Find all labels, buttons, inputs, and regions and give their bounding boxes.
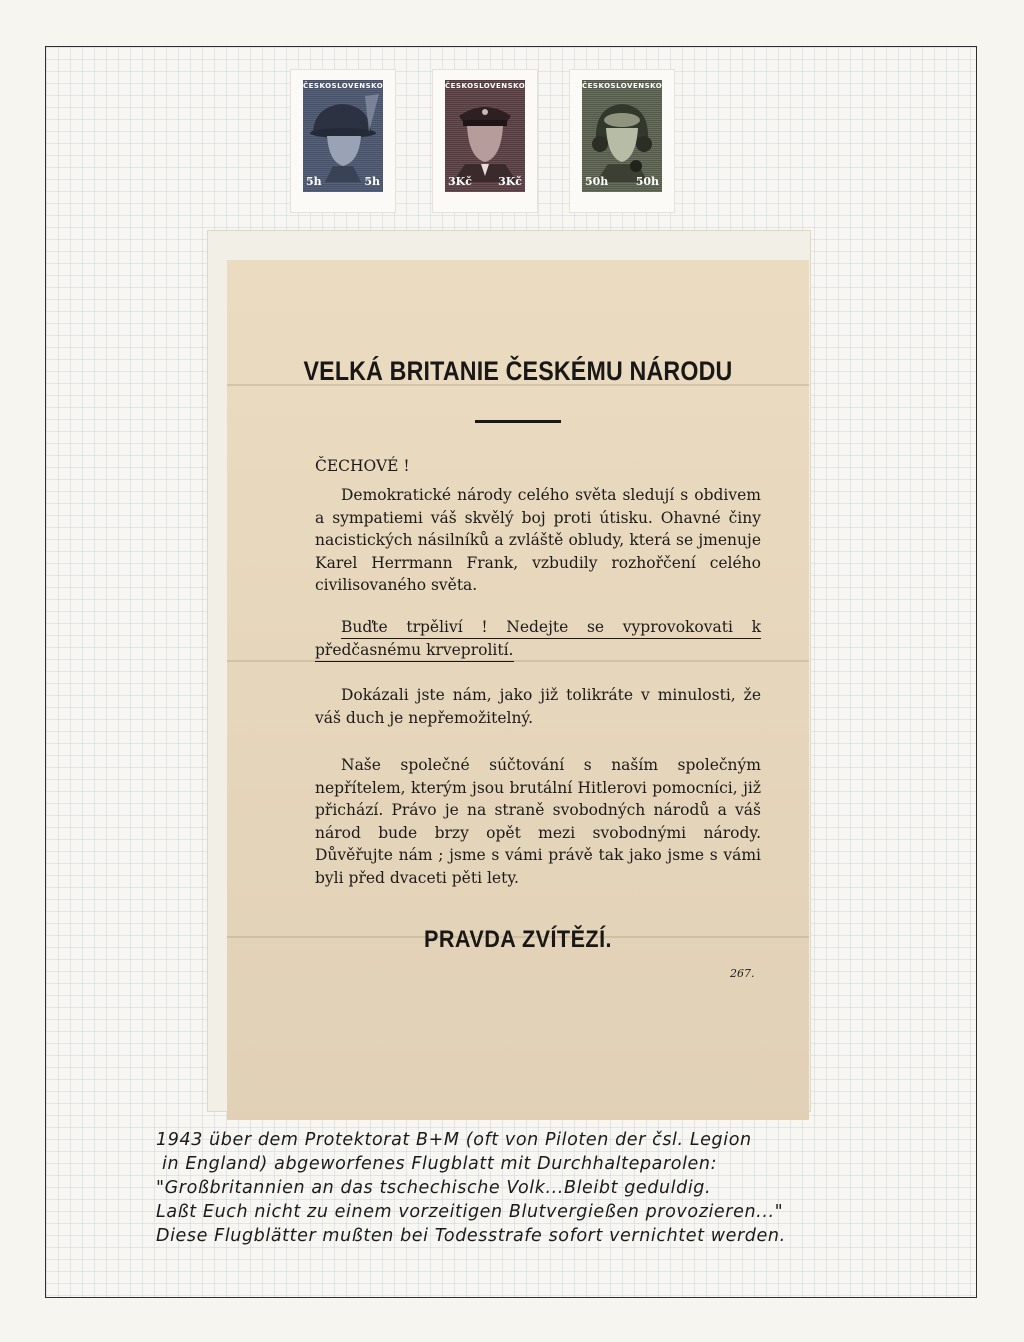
caption-line: 1943 über dem Protektorat B+M (oft von Piloten der čsl. Legion: [156, 1130, 752, 1150]
stamp-value-left: 5h: [306, 175, 322, 188]
leaflet-slogan: PRAVDA ZVÍTĚZÍ.: [424, 926, 612, 953]
leaflet-title: VELKÁ BRITANIE ČESKÉMU NÁRODU: [303, 356, 733, 386]
caption-line: "Großbritannien an das tschechische Volk...Bleibt geduldig.: [156, 1178, 712, 1198]
soldier-helmet-icon: [303, 92, 383, 182]
underlined-text: Buďte trpěliví ! Nedejte se vyprovokovati k předčasnému krveprolití.: [315, 618, 761, 662]
leaflet-paragraph: Dokázali jste nám, jako již tolikráte v minulosti, že váš duch je nepřemožitelný.: [315, 686, 761, 727]
officer-cap-icon: [445, 92, 525, 182]
stamp-country: ČESKOSLOVENSKO: [445, 82, 525, 90]
stamp-value-left: 50h: [585, 175, 609, 188]
stamp-50h: [570, 70, 674, 212]
stamp-frame: [303, 80, 383, 192]
title-rule: [475, 420, 561, 423]
leaflet-paragraph-underlined: [315, 616, 761, 661]
stamp-value-right: 50h: [635, 175, 659, 188]
leaflet-paragraph: Naše společné súčtování s naším společným nepřítelem, kterým jsou brutální Hitlerovi pomocníci, již přichází. Právo je na straně svobodných národů a váš národ bude brzy opět mezi svobodnými národy. Důvěřujte nám ; jsme s vámi právě tak jako jsme s vámi byli před dvaceti pěti lety.: [315, 756, 761, 887]
stamp-value-right: 3Kč: [498, 175, 522, 188]
stamp-value-left: 3Kč: [448, 175, 472, 188]
stamp-frame: [445, 80, 525, 192]
stamp-country: ČESKOSLOVENSKO: [582, 82, 662, 90]
leaflet: [227, 260, 809, 1120]
caption-line: Diese Flugblätter mußten bei Todesstrafe sofort vernichtet werden.: [156, 1226, 786, 1246]
pilot-headgear-icon: [582, 92, 662, 182]
stamp-5h: [291, 70, 395, 212]
stamp-value-right: 5h: [364, 175, 380, 188]
stamp-country: ČESKOSLOVENSKO: [303, 82, 383, 90]
stamp-3kc: [433, 70, 537, 212]
leaflet-greeting: ČECHOVÉ !: [315, 457, 410, 475]
album-caption: [156, 1128, 886, 1248]
caption-line: Laßt Euch nicht zu einem vorzeitigen Blutvergießen provozieren...": [156, 1202, 784, 1222]
leaflet-paragraph: Demokratické národy celého světa sledují s obdivem a sympatiemi váš skvělý boj proti útisku. Ohavné činy nacistických násilníků a zvláště obludy, která se jmenuje Karel Herrmann Frank, vzbudily rozhořčení celého civilisovaného světa.: [315, 486, 761, 594]
caption-line: in England) abgeworfenes Flugblatt mit Durchhalteparolen:: [162, 1154, 718, 1174]
stamp-frame: [582, 80, 662, 192]
leaflet-number: 267.: [730, 967, 755, 980]
